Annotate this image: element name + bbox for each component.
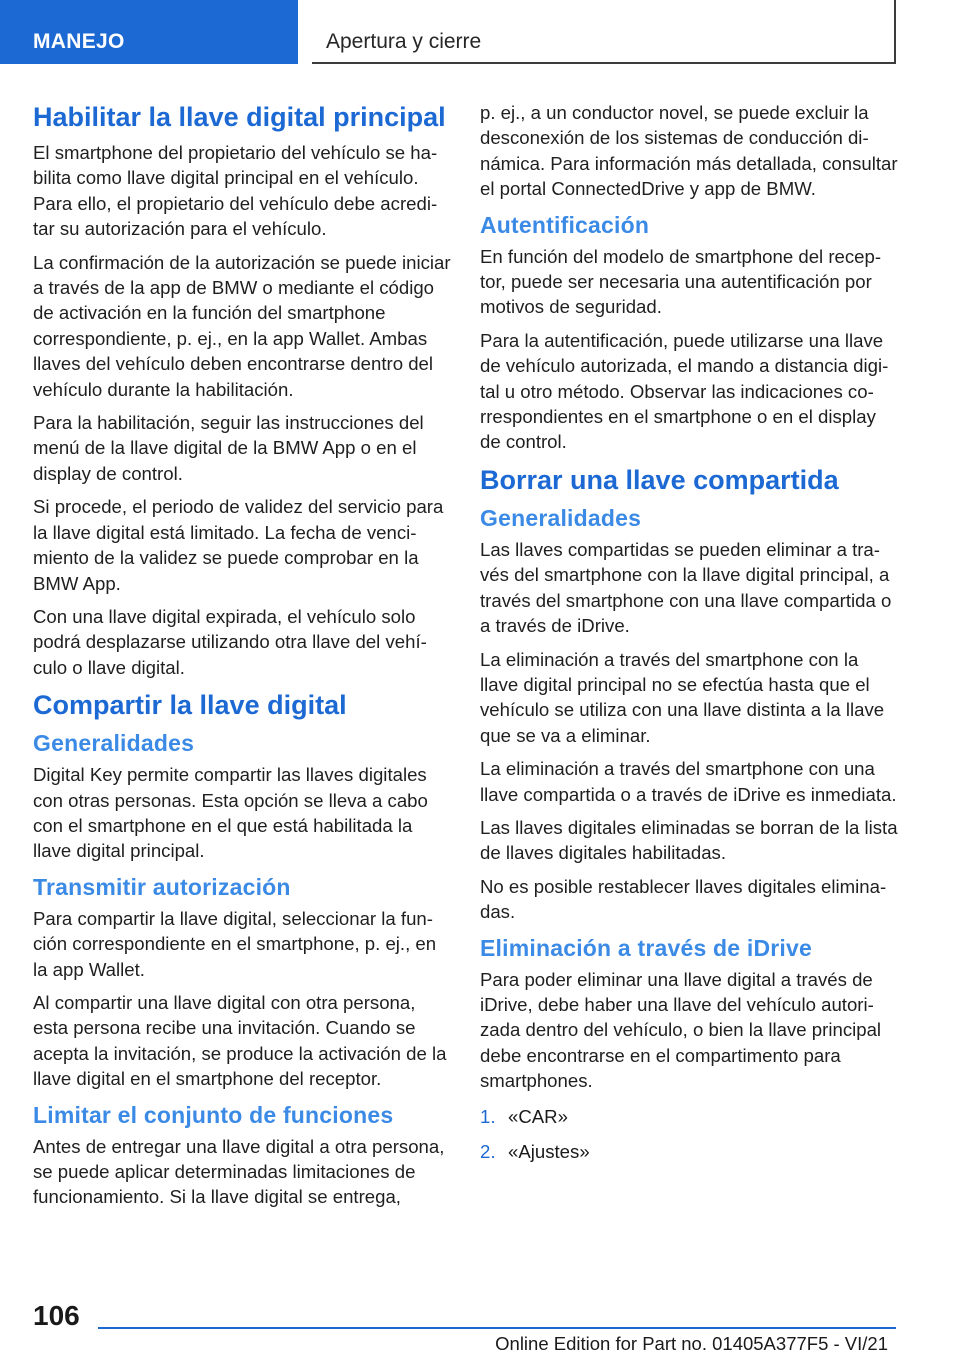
paragraph: Para la habilitación, seguir las instrucciones del menú de la llave digital de la BMW App o en el display de control. bbox=[33, 412, 424, 484]
paragraph: El smartphone del propietario del vehículo se habilita como llave digital principal en el vehículo. Para ello, el propietario del vehículo debe acreditar su autorización para el vehículo. bbox=[33, 142, 438, 240]
subheading-limitar: Limitar el conjunto de funciones bbox=[33, 1101, 394, 1128]
edition-note: Online Edition for Part no. 01405A377F5 - VI/21 bbox=[495, 1333, 888, 1354]
heading-compartir: Compartir la llave digital bbox=[33, 690, 347, 721]
subheading-autentificacion: Autentificación bbox=[480, 211, 650, 238]
step-text: «Ajustes» bbox=[508, 1141, 590, 1162]
paragraph: Las llaves digitales eliminadas se borran de la lista de llaves digitales habilitadas. bbox=[480, 816, 898, 864]
paragraph: Digital Key permite compartir las llaves digitales con otras personas. Esta opción se lleva a cabo con el smartphone en el que está habilitada la llave digital principal. bbox=[33, 764, 428, 862]
footer-divider bbox=[98, 1327, 896, 1329]
right-column bbox=[480, 100, 900, 1174]
step-number: 2. bbox=[480, 1141, 496, 1162]
subheading-generalidades: Generalidades bbox=[480, 504, 642, 531]
paragraph: Para la autentificación, puede utilizarse una llave de vehículo autorizada, el mando a distancia digital u otro método. Observar las indicaciones correspondientes en el smartphone o en el display de control. bbox=[480, 329, 889, 453]
heading-habilitar: Habilitar la llave digital principal bbox=[33, 102, 446, 132]
paragraph: Al compartir una llave digital con otra persona, esta persona recibe una invitación. Cuando se acepta la invitación, se produce la activación de la llave digital en el smartphone del receptor. bbox=[33, 991, 447, 1090]
paragraph: La eliminación a través del smartphone con una llave compartida o a través de iDrive es inmediata. bbox=[480, 758, 897, 805]
paragraph: p. ej., a un conductor novel, se puede excluir la desconexión de los sistemas de conducción dinámica. Para información más detallada, consultar el portal ConnectedDrive y app de BMW. bbox=[480, 102, 898, 200]
paragraph: La eliminación a través del smartphone con la llave digital principal no se efectúa hasta que el vehículo se utiliza con una llave distinta a la llave que se va a eliminar. bbox=[480, 648, 885, 746]
step-item bbox=[480, 1139, 900, 1164]
page-number: 106 bbox=[33, 1300, 80, 1331]
paragraph: Para compartir la llave digital, seleccionar la función correspondiente en el smartphone, p. ej., en la app Wallet. bbox=[33, 907, 437, 980]
subheading-transmitir: Transmitir autorización bbox=[33, 873, 291, 900]
paragraph: En función del modelo de smartphone del receptor, puede ser necesaria una autentificación por motivos de seguridad. bbox=[480, 245, 882, 318]
left-column bbox=[33, 100, 451, 1218]
paragraph: Para poder eliminar una llave digital a través de iDrive, debe haber una llave del vehículo autorizada dentro del vehículo, o bien la llave principal debe encontrarse en el compartimento para smartphones. bbox=[480, 968, 882, 1092]
subheading-eliminacion: Eliminación a través de iDrive bbox=[480, 934, 812, 961]
step-list bbox=[480, 1104, 900, 1165]
section-tab: MANEJO bbox=[0, 0, 298, 64]
heading-borrar: Borrar una llave compartida bbox=[480, 464, 839, 495]
step-item bbox=[480, 1104, 900, 1129]
step-number: 1. bbox=[480, 1105, 496, 1127]
paragraph: Si procede, el periodo de validez del servicio para la llave digital está limitado. La fecha de vencimiento de la validez se puede comprobar en la BMW App. bbox=[33, 496, 444, 594]
paragraph: Con una llave digital expirada, el vehículo solo podrá desplazarse utilizando otra llave del vehículo o llave digital. bbox=[33, 605, 427, 678]
paragraph: Antes de entregar una llave digital a otra persona, se puede aplicar determinadas limitaciones de funcionamiento. Si la llave digital se entrega, bbox=[33, 1135, 445, 1208]
chapter-title: Apertura y cierre bbox=[312, 0, 896, 64]
step-text: «CAR» bbox=[508, 1105, 568, 1127]
subheading-generalidades: Generalidades bbox=[33, 730, 195, 757]
paragraph: No es posible restablecer llaves digitales eliminadas. bbox=[480, 875, 887, 923]
paragraph: Las llaves compartidas se pueden eliminar a través del smartphone con la llave digital principal, a través del smartphone con una llave compartida o a través de iDrive. bbox=[480, 538, 892, 637]
paragraph: La confirmación de la autorización se puede iniciar a través de la app de BMW o mediante el código de activación en la función del smartphone correspondiente, p. ej., en la app Wallet. Ambas llaves del vehículo deben encontrarse dentro del vehículo durante la habilitación. bbox=[33, 251, 451, 400]
